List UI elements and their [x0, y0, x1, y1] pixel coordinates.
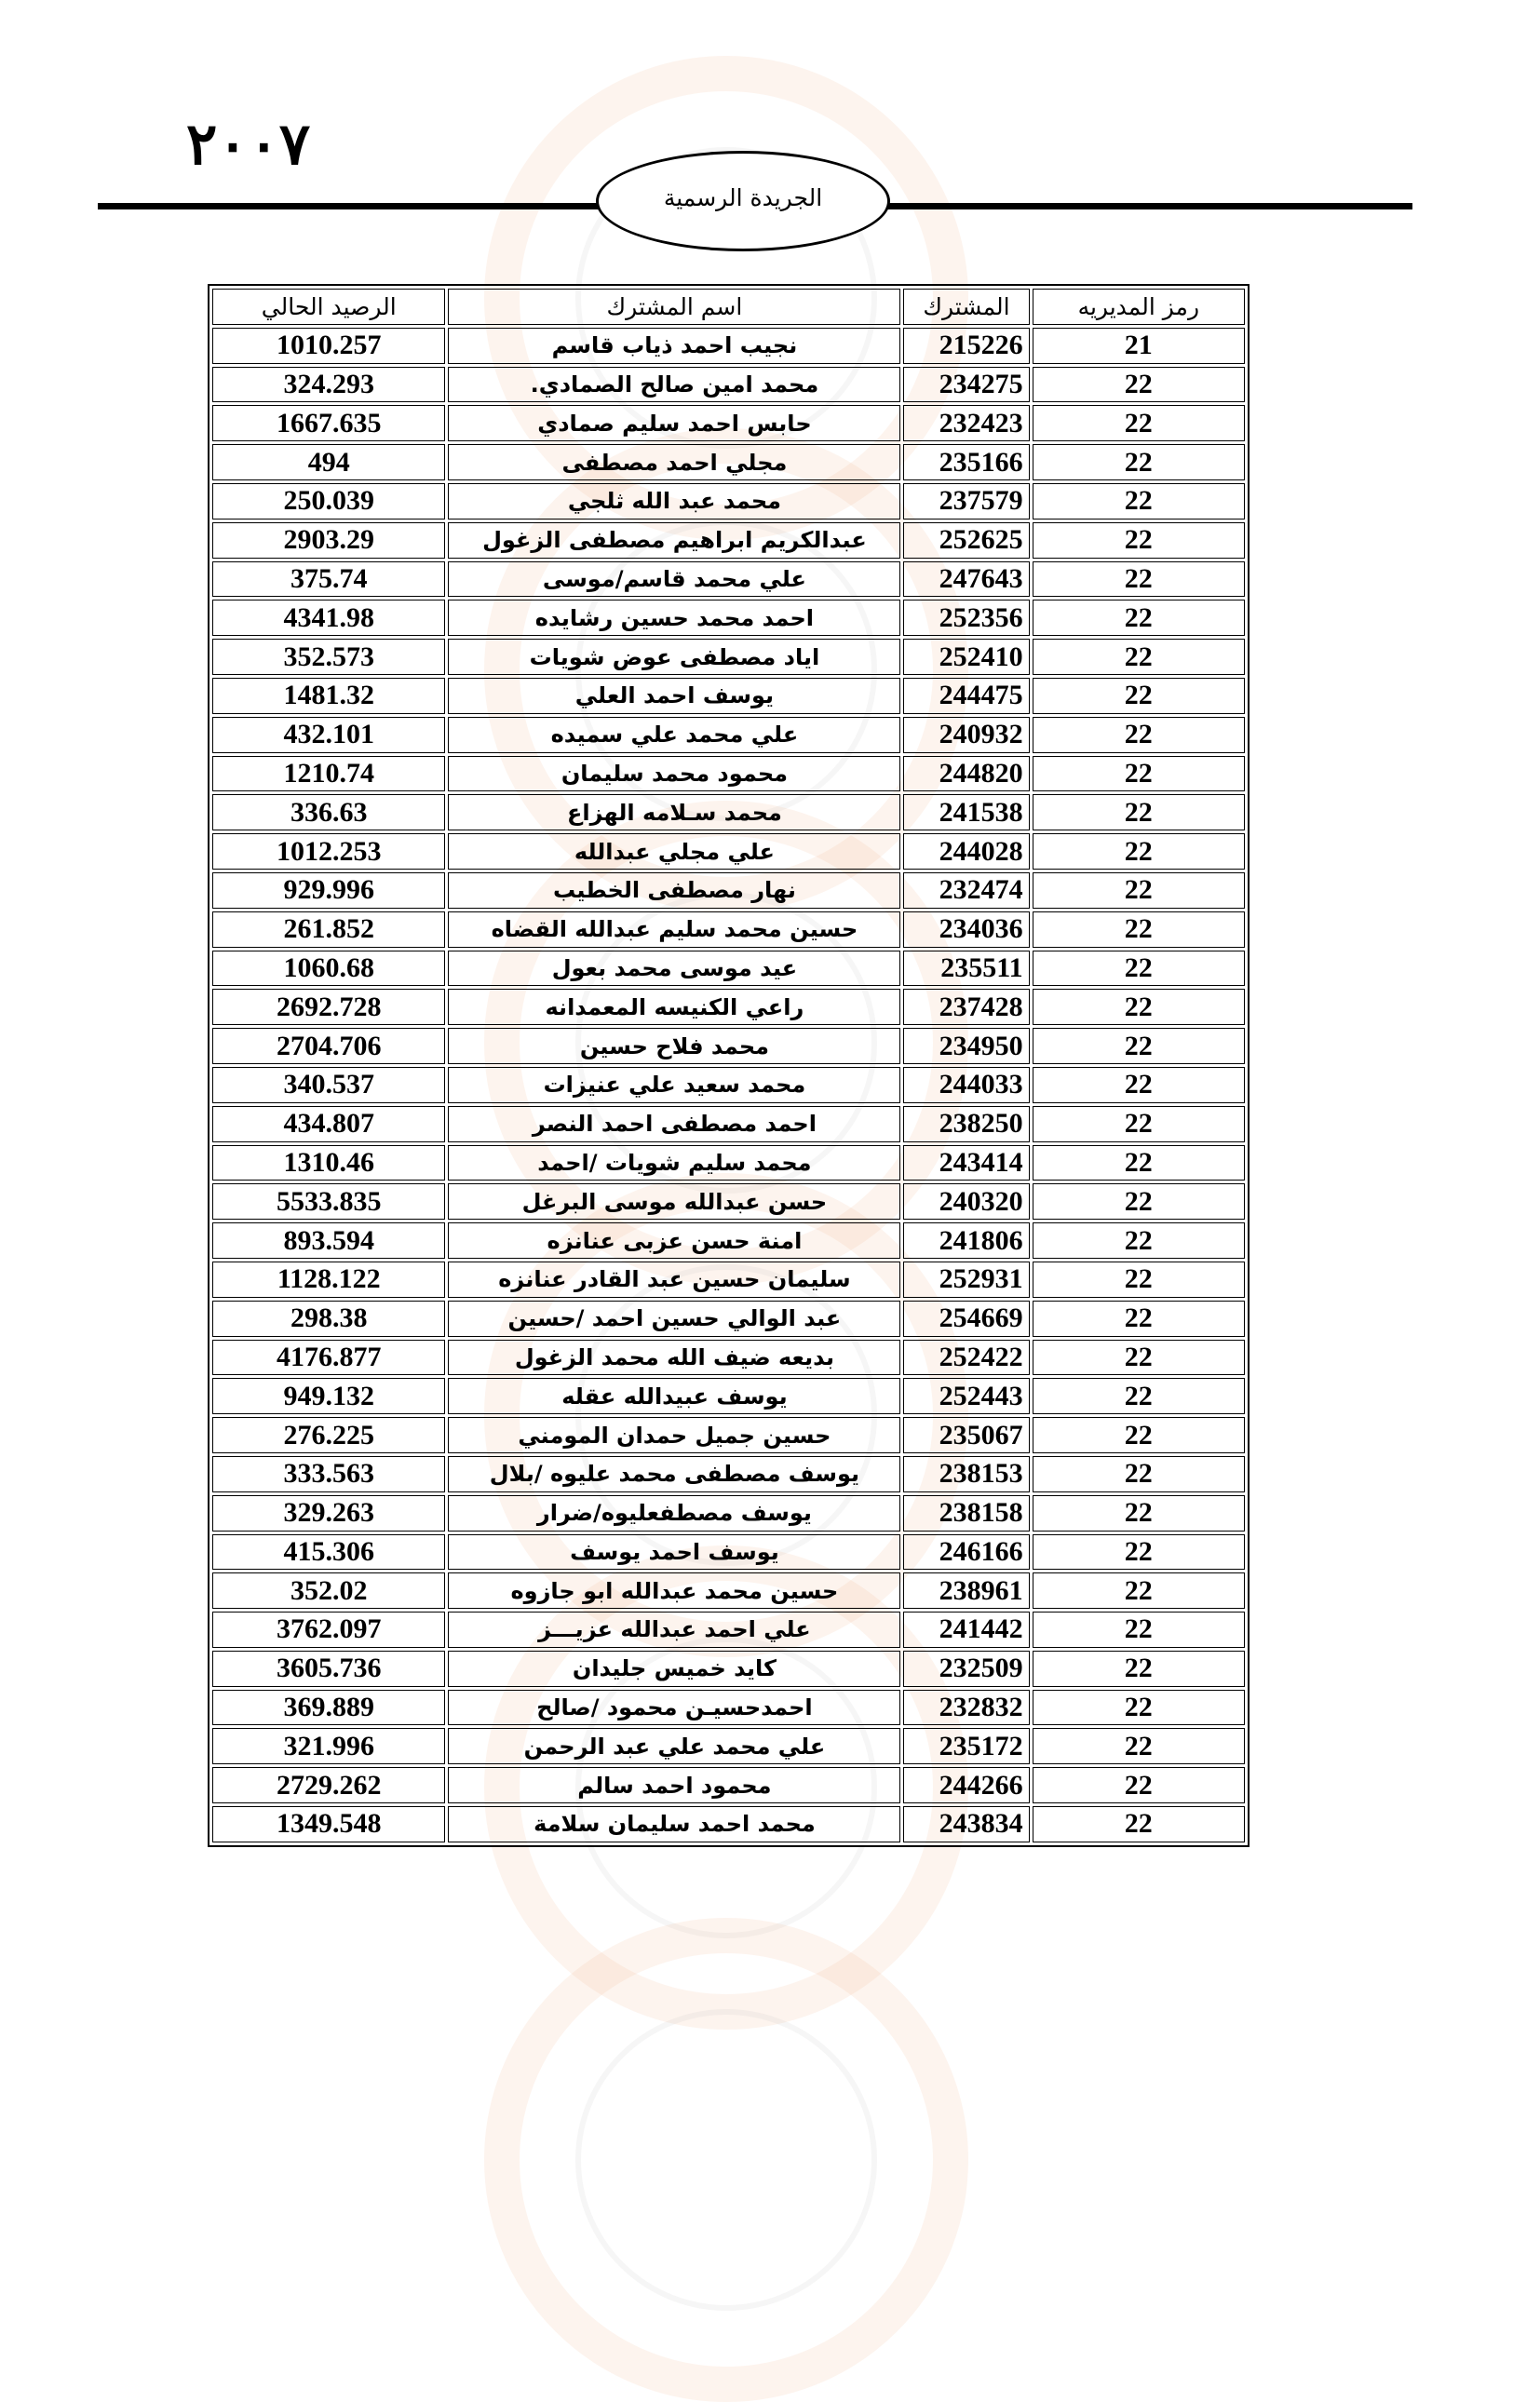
table-row [212, 600, 1245, 636]
cell-current-balance: 1667.635 [212, 405, 445, 441]
cell-subscriber-number: 252931 [903, 1262, 1029, 1298]
cell-subscriber-number: 252443 [903, 1378, 1029, 1414]
cell-district-code: 22 [1033, 405, 1245, 441]
cell-subscriber-number: 241442 [903, 1612, 1029, 1648]
cell-district-code: 22 [1033, 1806, 1245, 1842]
cell-subscriber-number: 240932 [903, 717, 1029, 753]
cell-subscriber-name: عيد موسى محمد بعول [448, 951, 900, 987]
cell-subscriber-name: مجلي احمد مصطفى [448, 444, 900, 480]
cell-subscriber-number: 232474 [903, 872, 1029, 909]
cell-subscriber-number: 238158 [903, 1495, 1029, 1532]
cell-subscriber-name: حسين محمد عبدالله ابو جازوه [448, 1572, 900, 1609]
cell-current-balance: 340.537 [212, 1067, 445, 1103]
cell-current-balance: 369.889 [212, 1690, 445, 1726]
cell-subscriber-number: 254669 [903, 1301, 1029, 1337]
cell-subscriber-number: 247643 [903, 561, 1029, 598]
column-header-subscriber: المشترك [903, 289, 1029, 325]
cell-subscriber-name: نجيب احمد ذياب قاسم [448, 328, 900, 364]
gazette-title: الجريدة الرسمية [663, 183, 823, 211]
table-row [212, 1572, 1245, 1609]
cell-current-balance: 375.74 [212, 561, 445, 598]
cell-district-code: 22 [1033, 1690, 1245, 1726]
table-row [212, 1145, 1245, 1181]
table-row [212, 1067, 1245, 1103]
cell-current-balance: 2692.728 [212, 989, 445, 1025]
table-row [212, 1262, 1245, 1298]
cell-district-code: 22 [1033, 483, 1245, 520]
cell-subscriber-name: محمد امين صالح الصمادي. [448, 367, 900, 403]
cell-subscriber-number: 243414 [903, 1145, 1029, 1181]
table-row [212, 1222, 1245, 1259]
cell-district-code: 22 [1033, 833, 1245, 870]
cell-subscriber-number: 215226 [903, 328, 1029, 364]
cell-district-code: 22 [1033, 561, 1245, 598]
table-row [212, 1456, 1245, 1492]
table-row [212, 1028, 1245, 1064]
cell-subscriber-number: 232509 [903, 1651, 1029, 1687]
table-row [212, 444, 1245, 480]
cell-subscriber-name: محمد سعيد علي عنيزات [448, 1067, 900, 1103]
cell-district-code: 22 [1033, 1378, 1245, 1414]
cell-subscriber-number: 234036 [903, 911, 1029, 948]
cell-subscriber-name: محمد سـلامه الهزاع [448, 794, 900, 830]
cell-subscriber-number: 235067 [903, 1417, 1029, 1453]
table-row [212, 367, 1245, 403]
cell-current-balance: 3605.736 [212, 1651, 445, 1687]
cell-subscriber-number: 234275 [903, 367, 1029, 403]
cell-subscriber-number: 252410 [903, 639, 1029, 675]
cell-subscriber-name: اياد مصطفى عوض شويات [448, 639, 900, 675]
cell-district-code: 22 [1033, 1417, 1245, 1453]
cell-subscriber-name: احمد محمد حسين رشايده [448, 600, 900, 636]
cell-subscriber-number: 241806 [903, 1222, 1029, 1259]
table-row [212, 872, 1245, 909]
table-row [212, 911, 1245, 948]
cell-district-code: 22 [1033, 1456, 1245, 1492]
cell-district-code: 22 [1033, 756, 1245, 792]
cell-current-balance: 4341.98 [212, 600, 445, 636]
cell-current-balance: 1010.257 [212, 328, 445, 364]
cell-subscriber-number: 244028 [903, 833, 1029, 870]
cell-subscriber-name: عبدالكريم ابراهيم مصطفى الزغول [448, 522, 900, 559]
cell-district-code: 22 [1033, 717, 1245, 753]
table-row [212, 1106, 1245, 1142]
cell-subscriber-number: 243834 [903, 1806, 1029, 1842]
cell-subscriber-name: محمود احمد سالم [448, 1767, 900, 1803]
cell-district-code: 22 [1033, 1106, 1245, 1142]
cell-district-code: 22 [1033, 1728, 1245, 1764]
cell-district-code: 22 [1033, 1340, 1245, 1376]
cell-district-code: 22 [1033, 639, 1245, 675]
cell-district-code: 22 [1033, 1534, 1245, 1571]
cell-subscriber-number: 244033 [903, 1067, 1029, 1103]
cell-subscriber-name: محمد فلاح حسين [448, 1028, 900, 1064]
table-row [212, 717, 1245, 753]
cell-subscriber-number: 241538 [903, 794, 1029, 830]
cell-subscriber-number: 246166 [903, 1534, 1029, 1571]
cell-district-code: 22 [1033, 522, 1245, 559]
cell-subscriber-name: احمد مصطفى احمد النصر [448, 1106, 900, 1142]
cell-subscriber-name: كايد خميس جليدان [448, 1651, 900, 1687]
table-row [212, 328, 1245, 364]
cell-district-code: 22 [1033, 794, 1245, 830]
cell-subscriber-name: سليمان حسين عبد القادر عنانزه [448, 1262, 900, 1298]
cell-subscriber-number: 234950 [903, 1028, 1029, 1064]
cell-subscriber-number: 244266 [903, 1767, 1029, 1803]
cell-district-code: 22 [1033, 1651, 1245, 1687]
cell-subscriber-name: حابس احمد سليم صمادي [448, 405, 900, 441]
cell-subscriber-number: 238250 [903, 1106, 1029, 1142]
cell-current-balance: 1128.122 [212, 1262, 445, 1298]
cell-district-code: 22 [1033, 872, 1245, 909]
cell-subscriber-number: 244475 [903, 678, 1029, 714]
table-row [212, 639, 1245, 675]
column-header-code: رمز المديريه [1033, 289, 1245, 325]
cell-current-balance: 494 [212, 444, 445, 480]
cell-current-balance: 333.563 [212, 1456, 445, 1492]
cell-district-code: 22 [1033, 1262, 1245, 1298]
table-row [212, 522, 1245, 559]
cell-subscriber-number: 252422 [903, 1340, 1029, 1376]
cell-subscriber-number: 232832 [903, 1690, 1029, 1726]
table-row [212, 1183, 1245, 1220]
cell-subscriber-name: عبد الوالي حسين احمد /حسين [448, 1301, 900, 1337]
cell-subscriber-number: 235172 [903, 1728, 1029, 1764]
cell-current-balance: 929.996 [212, 872, 445, 909]
table-row [212, 1301, 1245, 1337]
cell-district-code: 22 [1033, 1495, 1245, 1532]
cell-subscriber-name: يوسف مصطفعليوه/ضرار [448, 1495, 900, 1532]
cell-current-balance: 329.263 [212, 1495, 445, 1532]
table-row [212, 756, 1245, 792]
cell-current-balance: 415.306 [212, 1534, 445, 1571]
table-row [212, 678, 1245, 714]
cell-district-code: 22 [1033, 1222, 1245, 1259]
table-row [212, 405, 1245, 441]
cell-district-code: 22 [1033, 1028, 1245, 1064]
cell-subscriber-name: يوسف عبيدالله عقله [448, 1378, 900, 1414]
table-row [212, 483, 1245, 520]
table-row [212, 1651, 1245, 1687]
cell-subscriber-name: امنة حسن عزبى عنانزه [448, 1222, 900, 1259]
cell-current-balance: 5533.835 [212, 1183, 445, 1220]
table-row [212, 1495, 1245, 1532]
cell-subscriber-name: حسين جميل حمدان المومني [448, 1417, 900, 1453]
cell-subscriber-number: 237579 [903, 483, 1029, 520]
cell-current-balance: 2729.262 [212, 1767, 445, 1803]
cell-district-code: 22 [1033, 911, 1245, 948]
cell-current-balance: 324.293 [212, 367, 445, 403]
table-row [212, 989, 1245, 1025]
cell-subscriber-name: راعي الكنيسه المعمدانه [448, 989, 900, 1025]
table-row [212, 561, 1245, 598]
cell-current-balance: 1481.32 [212, 678, 445, 714]
cell-current-balance: 1060.68 [212, 951, 445, 987]
cell-subscriber-name: يوسف مصطفى محمد عليوه /بلال [448, 1456, 900, 1492]
cell-subscriber-number: 232423 [903, 405, 1029, 441]
cell-current-balance: 893.594 [212, 1222, 445, 1259]
table-row [212, 1612, 1245, 1648]
watermark-logo [484, 1918, 968, 2402]
table-row [212, 1728, 1245, 1764]
cell-subscriber-name: نهار مصطفى الخطيب [448, 872, 900, 909]
cell-subscriber-name: علي محمد علي سميده [448, 717, 900, 753]
cell-district-code: 22 [1033, 1067, 1245, 1103]
cell-district-code: 22 [1033, 1301, 1245, 1337]
cell-subscriber-number: 235166 [903, 444, 1029, 480]
cell-subscriber-name: محمد عبد الله ثلجي [448, 483, 900, 520]
cell-current-balance: 2704.706 [212, 1028, 445, 1064]
cell-current-balance: 1012.253 [212, 833, 445, 870]
cell-subscriber-name: محمد سليم شويات /احمد [448, 1145, 900, 1181]
cell-district-code: 22 [1033, 678, 1245, 714]
cell-current-balance: 321.996 [212, 1728, 445, 1764]
cell-current-balance: 352.02 [212, 1572, 445, 1609]
cell-current-balance: 949.132 [212, 1378, 445, 1414]
table-header-row [212, 289, 1245, 325]
table-row [212, 951, 1245, 987]
cell-district-code: 22 [1033, 1612, 1245, 1648]
cell-subscriber-number: 238961 [903, 1572, 1029, 1609]
cell-subscriber-name: يوسف احمد العلي [448, 678, 900, 714]
table-row [212, 1690, 1245, 1726]
cell-current-balance: 1210.74 [212, 756, 445, 792]
cell-subscriber-name: علي احمد عبدالله عزيـــز [448, 1612, 900, 1648]
table-body [212, 328, 1245, 1842]
table-row [212, 833, 1245, 870]
cell-district-code: 22 [1033, 1183, 1245, 1220]
cell-subscriber-name: علي محمد قاسم/موسى [448, 561, 900, 598]
cell-subscriber-number: 238153 [903, 1456, 1029, 1492]
page-number: ٢٠٠٧ [186, 110, 311, 178]
table-row [212, 1378, 1245, 1414]
table-row [212, 1534, 1245, 1571]
cell-district-code: 22 [1033, 1145, 1245, 1181]
cell-subscriber-name: محمود محمد سليمان [448, 756, 900, 792]
header-oval [596, 151, 890, 251]
cell-subscriber-number: 240320 [903, 1183, 1029, 1220]
cell-current-balance: 4176.877 [212, 1340, 445, 1376]
cell-subscriber-name: علي محمد علي عبد الرحمن [448, 1728, 900, 1764]
table-row [212, 1806, 1245, 1842]
cell-district-code: 22 [1033, 989, 1245, 1025]
cell-subscriber-number: 252625 [903, 522, 1029, 559]
cell-subscriber-number: 237428 [903, 989, 1029, 1025]
cell-current-balance: 261.852 [212, 911, 445, 948]
cell-subscriber-name: حسن عبدالله موسى البرغل [448, 1183, 900, 1220]
cell-district-code: 22 [1033, 444, 1245, 480]
cell-district-code: 22 [1033, 951, 1245, 987]
cell-subscriber-number: 252356 [903, 600, 1029, 636]
table-row [212, 1417, 1245, 1453]
cell-current-balance: 352.573 [212, 639, 445, 675]
cell-subscriber-name: بديعه ضيف الله محمد الزغول [448, 1340, 900, 1376]
cell-subscriber-number: 235511 [903, 951, 1029, 987]
table-row [212, 794, 1245, 830]
subscriber-balance-table [208, 284, 1250, 1847]
cell-current-balance: 432.101 [212, 717, 445, 753]
cell-district-code: 22 [1033, 600, 1245, 636]
column-header-name: اسم المشترك [448, 289, 900, 325]
cell-district-code: 22 [1033, 1767, 1245, 1803]
cell-subscriber-name: يوسف احمد يوسف [448, 1534, 900, 1571]
cell-subscriber-number: 244820 [903, 756, 1029, 792]
cell-current-balance: 1349.548 [212, 1806, 445, 1842]
cell-current-balance: 336.63 [212, 794, 445, 830]
cell-subscriber-name: احمدحسيـن محمود /صالح [448, 1690, 900, 1726]
cell-current-balance: 276.225 [212, 1417, 445, 1453]
cell-current-balance: 3762.097 [212, 1612, 445, 1648]
cell-current-balance: 2903.29 [212, 522, 445, 559]
cell-district-code: 21 [1033, 328, 1245, 364]
cell-current-balance: 298.38 [212, 1301, 445, 1337]
cell-current-balance: 1310.46 [212, 1145, 445, 1181]
cell-district-code: 22 [1033, 367, 1245, 403]
cell-current-balance: 250.039 [212, 483, 445, 520]
cell-subscriber-name: حسين محمد سليم عبدالله القضاه [448, 911, 900, 948]
cell-current-balance: 434.807 [212, 1106, 445, 1142]
table-row [212, 1340, 1245, 1376]
table-row [212, 1767, 1245, 1803]
column-header-balance: الرصيد الحالي [212, 289, 445, 325]
cell-district-code: 22 [1033, 1572, 1245, 1609]
cell-subscriber-name: علي مجلي عبدالله [448, 833, 900, 870]
cell-subscriber-name: محمد احمد سليمان سلامة [448, 1806, 900, 1842]
